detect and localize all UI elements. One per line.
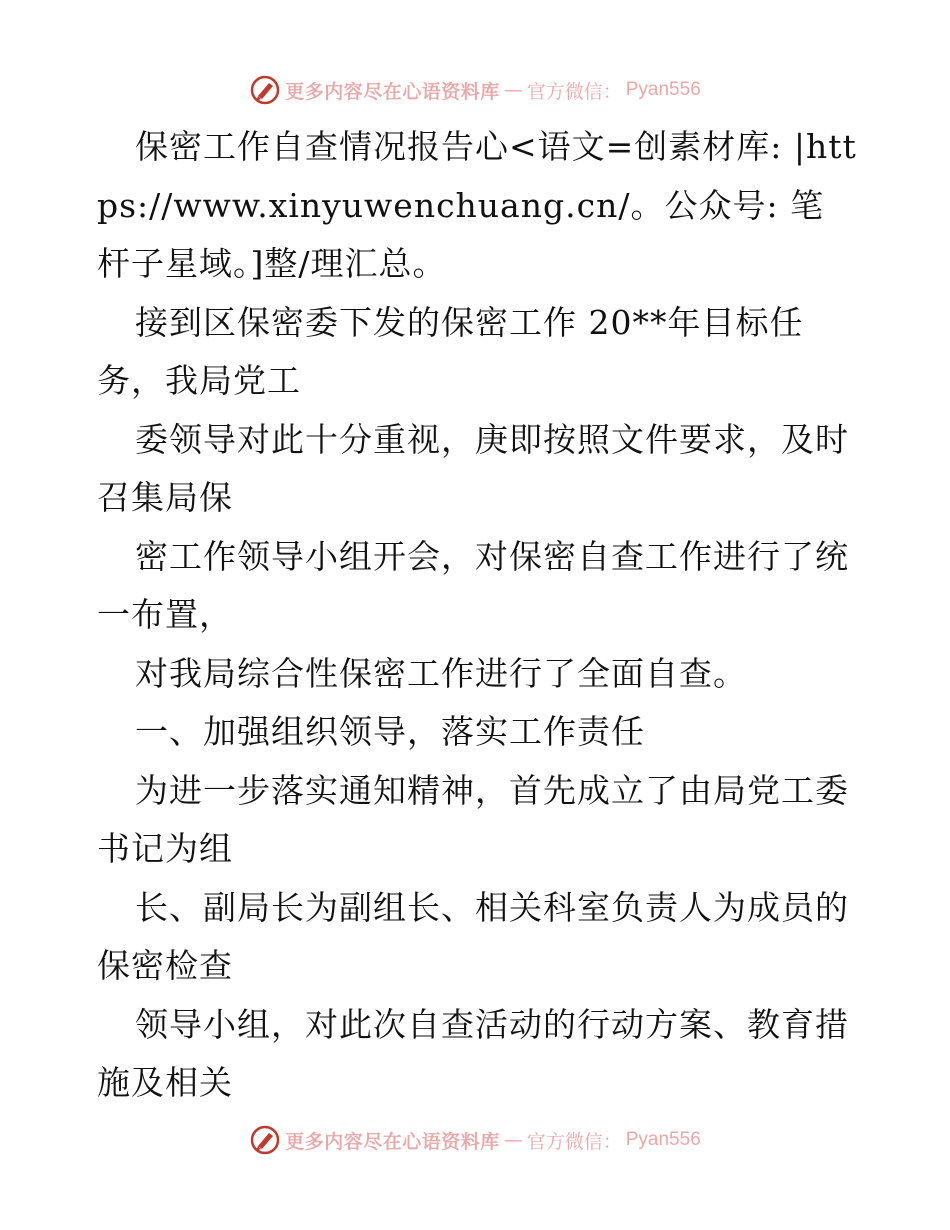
- footer-wechat-id: Pyan556: [625, 1129, 701, 1150]
- paragraph-6: 为进一步落实通知精神，首先成立了由局党工委书记为组: [97, 770, 849, 868]
- footer-banner-separator: —: [503, 1129, 523, 1151]
- footer-official-label: 官方微信：: [526, 1130, 622, 1153]
- header-wechat-id: Pyan556: [625, 79, 701, 100]
- paragraph-5: 对我局综合性保密工作进行了全面自查。: [135, 653, 747, 693]
- logo-icon: [249, 74, 281, 106]
- paragraph-8: 领导小组，对此次自查活动的行动方案、教育措施及相关: [97, 1004, 849, 1102]
- document-body: [97, 118, 857, 1113]
- paragraph-7: 长、副局长为副组长、相关科室负责人为成员的保密检查: [97, 887, 849, 985]
- paragraph-4: 密工作领导小组开会，对保密自查工作进行了统一布置，: [97, 536, 849, 634]
- paragraph-1: 保密工作自查情况报告心<语文=创素材库: |https://www.xinyuwenchuang.cn/。公众号: 笔杆子星域。]整/理汇总。: [97, 127, 857, 283]
- paragraph-2: 接到区保密委下发的保密工作 20**年目标任务，我局党工: [97, 302, 804, 400]
- footer-banner-text: 更多内容尽在心语资料库: [285, 1130, 500, 1153]
- header-banner-text: 更多内容尽在心语资料库: [285, 80, 500, 103]
- header-banner: [0, 70, 950, 110]
- logo-icon: [249, 1124, 281, 1156]
- header-banner-separator: —: [503, 79, 523, 101]
- header-official-label: 官方微信：: [526, 80, 622, 103]
- footer-banner: [0, 1120, 950, 1160]
- paragraph-3: 委领导对此十分重视，庚即按照文件要求，及时召集局保: [97, 419, 849, 517]
- section-heading-1: 一、加强组织领导，落实工作责任: [135, 712, 645, 751]
